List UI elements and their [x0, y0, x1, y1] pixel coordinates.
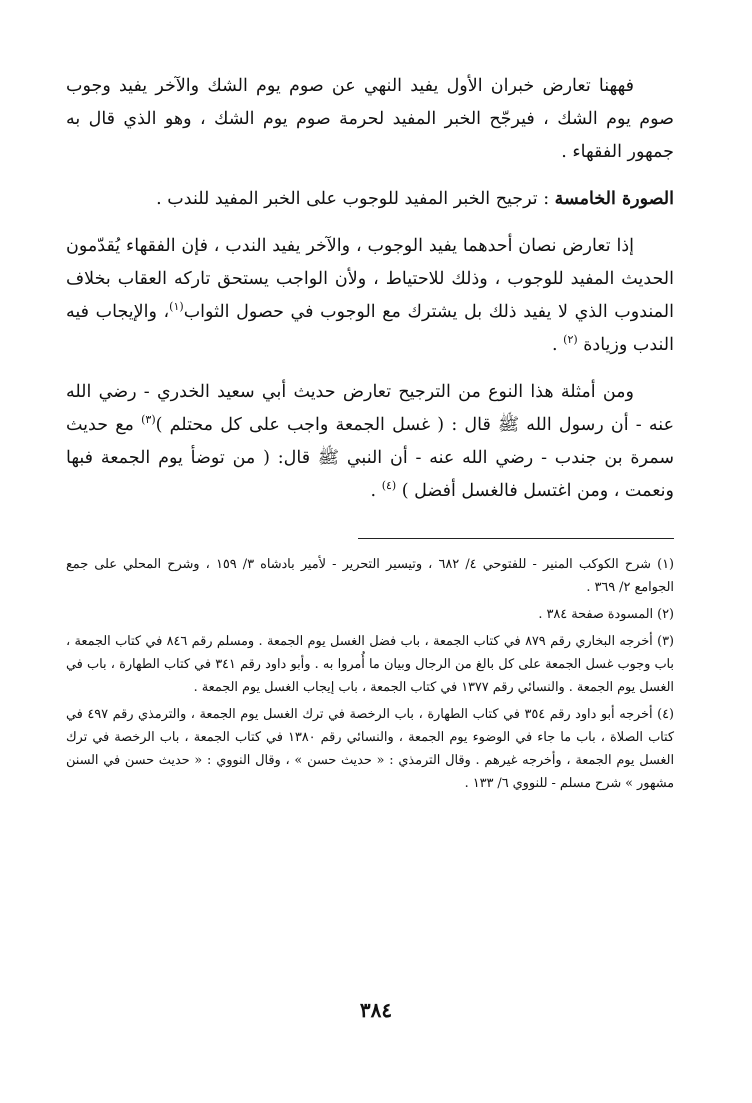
paragraph-3-text-mid: ، والإيجاب فيه الندب وزيادة [66, 302, 674, 355]
paragraph-3 [66, 230, 674, 362]
main-text [66, 70, 674, 508]
paragraph-2 [66, 183, 674, 216]
paragraph-3-text-end: . [552, 335, 564, 355]
paragraph-2-text: : ترجيح الخبر المفيد للوجوب على الخبر المفيد للندب . [156, 189, 555, 209]
paragraph-3-text: إذا تعارض نصان أحدهما يفيد الوجوب ، والآخر يفيد الندب ، فإن الفقهاء يُقدّمون الحديث المفيد للوجوب ، وذلك للاحتياط ، ولأن الواجب يستحق تاركه العقاب بخلاف المندوب الذي لا يفيد ذلك بل يشترك مع الوجوب في حصول الثواب [66, 236, 674, 322]
footnote-ref-3[interactable]: (٣) [141, 413, 156, 427]
footnote-ref-4[interactable]: (٤) [381, 479, 397, 493]
footnote-1: (١) شرح الكوكب المنير - للفتوحي ٤/ ٦٨٢ ، وتيسير التحرير - لأمير بادشاه ٣/ ١٥٩ ، وشرح المحلي على جمع الجوامع ٢/ ٣٦٩ . [66, 557, 674, 595]
footnote-2: (٢) المسودة صفحة ٣٨٤ . [538, 607, 674, 622]
page-number: ٣٨٤ [359, 998, 393, 1022]
section-heading: الصورة الخامسة [554, 189, 674, 209]
footnote-ref-2[interactable]: (٢) [563, 333, 578, 347]
paragraph-4-text-end: . [370, 481, 382, 501]
paragraph-1-text: فههنا تعارض خبران الأول يفيد النهي عن صوم يوم الشك والآخر يفيد وجوب صوم يوم الشك ، فيرجّح الخبر المفيد لحرمة صوم يوم الشك ، وهو الذي قال به جمهور الفقهاء . [66, 76, 674, 162]
footnote-4: (٤) أخرجه أبو داود رقم ٣٥٤ في كتاب الطهارة ، باب الرخصة في ترك الغسل يوم الجمعة ، والترمذي رقم ٤٩٧ في كتاب الصلاة ، باب ما جاء في الوضوء يوم الجمعة ، والنسائي رقم ١٣٨٠ في كتاب الجمعة ، باب الرخصة في ترك الغسل يوم الجمعة ، وأخرجه غيرهم . وقال الترمذي : « حديث حسن » ، وقال النووي : « حديث حسن في السنن مشهور » شرح مسلم - للنووي ٦/ ١٣٣ . [66, 707, 674, 791]
footnote-ref-1[interactable]: (١) [169, 300, 184, 314]
paragraph-4 [66, 376, 674, 508]
paragraph-4-text-mid: مع حديث سمرة بن جندب - رضي الله عنه - أن النبي ﷺ قال: ( من توضأ يوم الجمعة فبها ونعمت ، ومن اغتسل فالغسل أفضل ) [66, 415, 674, 501]
footnote-3: (٣) أخرجه البخاري رقم ٨٧٩ في كتاب الجمعة ، باب فضل الغسل يوم الجمعة . ومسلم رقم ٨٤٦ في كتاب الجمعة ، باب وجوب غسل الجمعة على كل بالغ من الرجال وبيان ما أُمروا به . وأبو داود رقم ٣٤١ في كتاب الطهارة ، باب في الغسل يوم الجمعة . والنسائي رقم ١٣٧٧ في كتاب الجمعة ، باب إيجاب الغسل يوم الجمعة . [66, 634, 674, 695]
footnote-divider [358, 538, 674, 539]
paragraph-1 [66, 70, 674, 169]
footnotes [66, 553, 674, 795]
paragraph-4-text: ومن أمثلة هذا النوع من الترجيح تعارض حديث أبي سعيد الخدري - رضي الله عنه - أن رسول الله ﷺ قال : ( غسل الجمعة واجب على كل محتلم ) [66, 382, 675, 435]
